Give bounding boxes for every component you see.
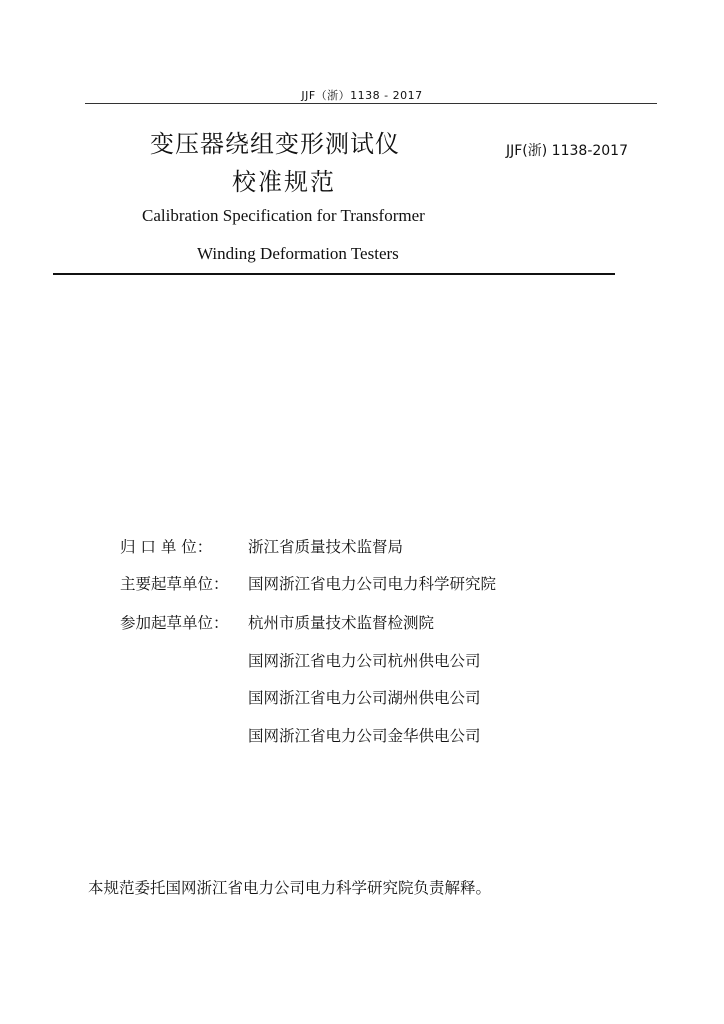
participating-unit-1: 杭州市质量技术监督检测院 bbox=[248, 614, 435, 632]
running-header-code: JJF（浙）1138 - 2017 bbox=[301, 89, 423, 102]
participating-unit-2: 国网浙江省电力公司杭州供电公司 bbox=[248, 652, 481, 670]
english-title-line-1: Calibration Specification for Transformer bbox=[142, 206, 425, 225]
english-title-line-2: Winding Deformation Testers bbox=[197, 244, 399, 263]
document-title-line-1: 变压器绕组变形测试仪 bbox=[150, 130, 400, 158]
title-divider bbox=[53, 273, 615, 275]
participating-units-label: 参加起草单位： bbox=[120, 614, 229, 632]
main-drafting-unit-label: 主要起草单位： bbox=[120, 575, 229, 593]
participating-unit-4: 国网浙江省电力公司金华供电公司 bbox=[248, 727, 481, 745]
responsible-unit-label: 归 口 单 位： bbox=[120, 538, 213, 556]
document-title-line-2: 校准规范 bbox=[232, 168, 336, 196]
participating-unit-3: 国网浙江省电力公司湖州供电公司 bbox=[248, 689, 481, 707]
document-code: JJF(浙) 1138-2017 bbox=[506, 143, 628, 159]
interpretation-note: 本规范委托国网浙江省电力公司电力科学研究院负责解释。 bbox=[88, 879, 492, 897]
main-drafting-unit-value: 国网浙江省电力公司电力科学研究院 bbox=[248, 575, 497, 593]
responsible-unit-value: 浙江省质量技术监督局 bbox=[248, 538, 404, 556]
header-divider bbox=[85, 103, 657, 104]
